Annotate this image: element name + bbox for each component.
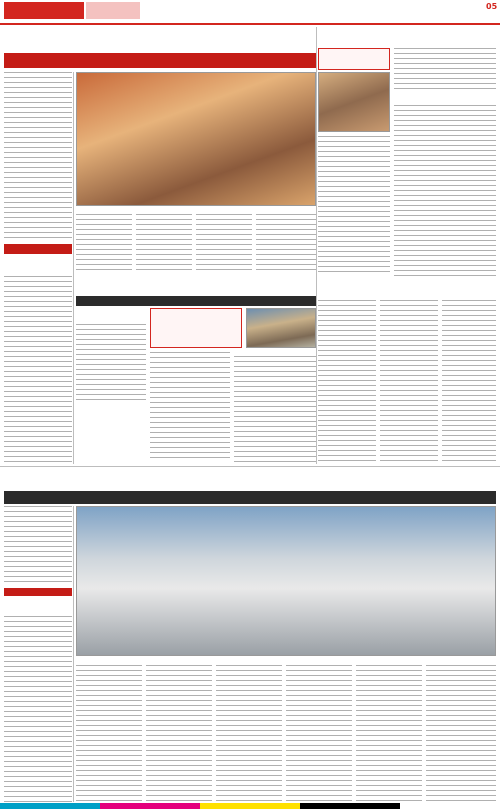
bottom-photo-caption [76,657,496,663]
mid-story-text [234,356,316,462]
right-top-text [394,105,496,276]
right-top-text [318,136,390,276]
right-mid-text [442,300,496,462]
side-story-text [76,324,146,404]
bottom-column-text [286,665,352,802]
bottom-photo [76,506,496,656]
lead-subheadline [4,53,316,68]
left-brief-headline [4,256,72,274]
right-top-headline [318,27,496,47]
right-top-photo [318,72,390,132]
bottom-column-text [426,665,496,802]
right-top-subhead [321,51,389,69]
bottom-column-text [146,665,212,802]
mid-story-photo [246,308,316,348]
lead-column-text [196,214,252,274]
right-top-subhead-2 [394,95,496,103]
bottom-column-text [216,665,282,802]
side-story-headline [76,308,146,322]
bottom-left-tag [4,588,72,596]
bottom-column-text [356,665,422,802]
section-tag [4,2,84,19]
lead-left-column-text [4,72,72,242]
page-number: 05 [486,2,498,11]
highlight-bullet [154,312,240,328]
printer-color-bar [0,803,500,809]
highlight-bullet [154,330,240,346]
mid-story-headline [76,278,316,296]
bottom-subheadline [4,491,496,504]
column-rule [316,27,317,464]
column-rule [73,72,74,464]
lead-headline [4,27,316,52]
mid-story-photo-caption [246,348,316,353]
lead-column-text [256,214,316,274]
section-rule [0,466,500,467]
bottom-headline [4,468,496,490]
lead-photo [76,72,316,206]
bottom-column-text [76,665,142,802]
left-brief-tag [4,244,72,254]
mid-story-text [150,352,230,462]
right-mid-text [318,300,376,462]
lead-column-text [76,214,132,274]
right-top-text [394,48,496,92]
paper-name [428,0,488,22]
column-rule [73,506,74,802]
mid-story-subheadline [76,296,316,306]
masthead-rule [0,23,500,25]
dateline [322,5,432,15]
mid-story-highlights [150,308,242,348]
bottom-left-text [4,506,72,586]
lead-photo-caption [76,206,316,212]
bottom-left-text [4,616,72,802]
bottom-left-headline [4,598,72,614]
section-tag-secondary [86,2,140,19]
right-top-subhead-box [318,48,390,70]
right-mid-text [380,300,438,462]
left-brief-text [4,276,72,466]
lead-column-text [136,214,192,274]
